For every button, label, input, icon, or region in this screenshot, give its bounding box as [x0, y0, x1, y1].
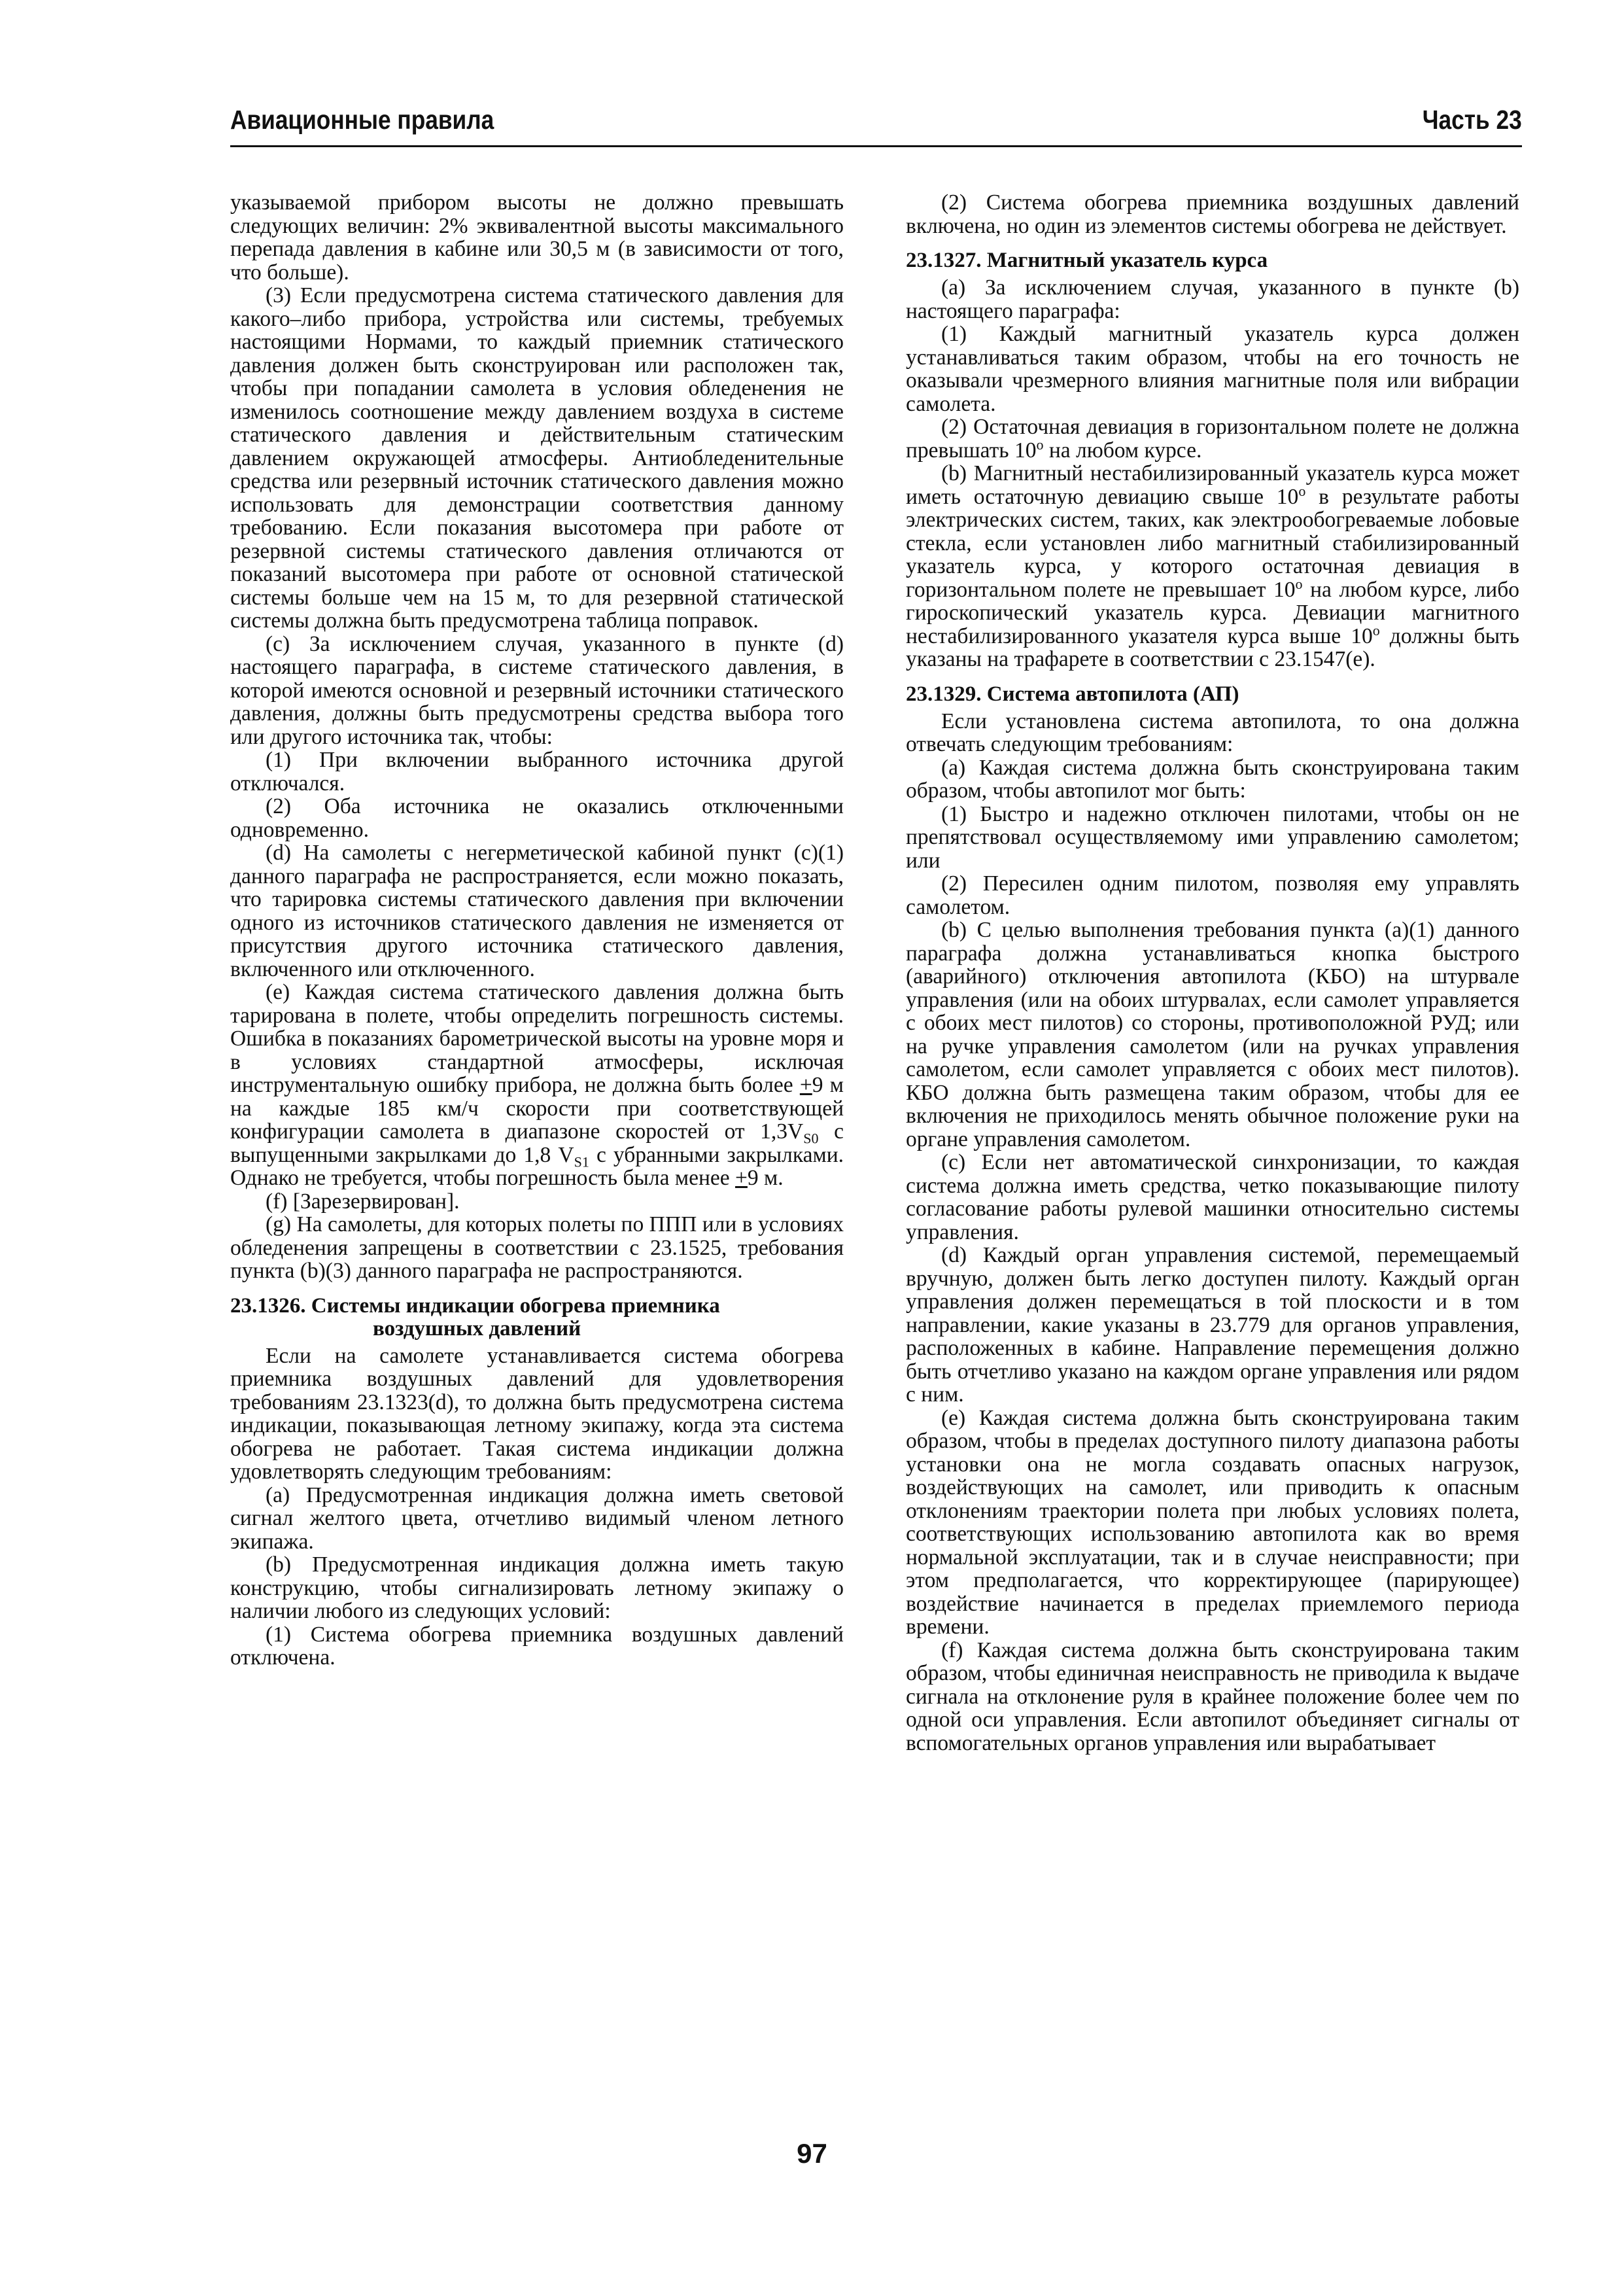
paragraph: (1) Каждый магнитный указатель курса должен устанавливаться таким образом, чтобы на его точность не оказывали чрезмерного влияния магнитные поля или вибрации самолета. — [906, 322, 1519, 416]
paragraph: (d) Каждый орган управления системой, перемещаемый вручную, должен быть легко доступен пилоту. Каждый орган управления должен перемещаться в той плоскости и в том направлении, какие указаны в 23.779 для органов управления, расположенных в кабине. Направление перемещения должно быть отчетливо указано на каждом органе управления или рядом с ним. — [906, 1243, 1519, 1407]
paragraph: (d) На самолеты с негерметической кабиной пункт (c)(1) данного параграфа не распространяется, если можно показать, что тарировка системы статического давления при включении одного из источников статического давления не изменяется от присутствия другого источника статического давления, включенного или отключенного. — [230, 841, 844, 981]
paragraph: Если на самолете устанавливается система обогрева приемника воздушных давлений для удовлетворения требованиям 23.1323(d), то должна быть предусмотрена система индикации, показывающая летному экипажу, когда эта система обогрева не работает. Такая система индикации должна удовлетворять следующим требованиям: — [230, 1343, 844, 1484]
paragraph: (c) За исключением случая, указанного в пункте (d) настоящего параграфа, в системе статического давления, в которой имеются основной и резервный источники статического давления, должны быть предусмотрены средства выбора того или другого источника так, чтобы: — [230, 631, 844, 749]
text-run: на любом курсе. — [1043, 438, 1202, 463]
paragraph: (a) Предусмотренная индикация должна иметь световой сигнал желтого цвета, отчетливо видимый членом летного экипажа. — [230, 1482, 844, 1554]
degree: o — [1036, 436, 1044, 453]
heading-line: воздушных давлений — [373, 1316, 581, 1340]
text-run: 9 м. — [747, 1166, 784, 1190]
left-column — [230, 191, 844, 1670]
paragraph: (1) Быстро и надежно отключен пилотами, чтобы он не препятствовал осуществляемому ими управлению самолетом; или — [906, 801, 1519, 873]
paragraph: (2) Пересилен одним пилотом, позволяя ему управлять самолетом. — [906, 871, 1519, 919]
text-run: (2) Остаточная девиация в горизонтальном полете не должна превышать 10 — [906, 415, 1519, 463]
right-column — [906, 191, 1519, 1755]
paragraph: (1) Система обогрева приемника воздушных давлений отключена. — [230, 1622, 844, 1670]
paragraph: (a) Каждая система должна быть сконструирована таким образом, чтобы автопилот мог быть: — [906, 755, 1519, 803]
header-title: Авиационные правила — [230, 105, 494, 135]
paragraph: (2) Оба источника не оказались отключенными одновременно. — [230, 794, 844, 842]
heading-line: 23.1326. Системы индикации обогрева приемника — [230, 1293, 720, 1318]
paragraph: Если установлена система автопилота, то она должна отвечать следующим требованиям: — [906, 709, 1519, 756]
page-number: 97 — [797, 2138, 827, 2169]
paragraph — [906, 462, 1519, 671]
paragraph: (g) На самолеты, для которых полеты по ППП или в условиях обледенения запрещены в соответствии с 23.1525, требования пункта (b)(3) данного параграфа не распространяются. — [230, 1212, 844, 1283]
header-part: Часть 23 — [1423, 105, 1522, 135]
plus-minus: + — [799, 1073, 812, 1097]
paragraph: (e) Каждая система должна быть сконструирована таким образом, чтобы в пределах доступного пилоту диапазона работы установки она не могла создавать опасных нагрузок, воздействующих на самолет, или приводить к опасным отклонениям траектории полета при любых условиях полета, соответствующих использованию автопилота как во время нормальной эксплуатации, так и в случае неисправности; при этом предполагается, что корректирующее (парирующее) воздействие начинается в пределах приемлемого периода времени. — [906, 1405, 1519, 1639]
text-run: (b) Магнитный нестабилизированный указатель курса может иметь остаточную девиацию свыше 10 — [906, 461, 1519, 509]
plus-minus: + — [735, 1166, 748, 1190]
paragraph: (2) Система обогрева приемника воздушных давлений включена, но один из элементов системы обогрева не действует. — [906, 190, 1519, 238]
paragraph: (c) Если нет автоматической синхронизации, то каждая система должна иметь средства, четко показывающие пилоту согласование работы рулевой машинки относительно системы управления. — [906, 1150, 1519, 1244]
text-run: 9 м на каждые 185 км/ч скорости при соответствующей конфигурации самолета в диапазоне скоростей от 1,3V — [230, 1073, 844, 1144]
subscript: S0 — [803, 1130, 819, 1147]
section-heading-1326 — [230, 1295, 844, 1340]
text-run: (e) Каждая система статического давления должна быть тарирована в полете, чтобы определить погрешность системы. Ошибка в показаниях барометрической высоты на уровне моря и в условиях стандартной атмосферы, исключая инструментальную ошибку прибора, не должна быть более — [230, 980, 844, 1097]
paragraph: (f) [Зарезервирован]. — [266, 1189, 460, 1214]
text-run: должны быть указаны на трафарете в соответствии с 23.1547(e). — [906, 623, 1519, 671]
paragraph — [230, 981, 844, 1190]
paragraph: (1) При включении выбранного источника другой отключался. — [230, 748, 844, 796]
subscript: S1 — [574, 1153, 589, 1170]
section-heading-1329: 23.1329. Система автопилота (АП) — [906, 682, 1239, 706]
text-run: с убранными закрылками. Однако не требуется, чтобы погрешность была менее — [230, 1142, 844, 1190]
text-run: с выпущенными закрылками до 1,8 V — [230, 1119, 844, 1167]
paragraph — [906, 415, 1519, 462]
paragraph: указываемой прибором высоты не должно превышать следующих величин: 2% эквивалентной высоты максимального перепада давления в кабине или 30,5 м (в зависимости от того, что больше). — [230, 190, 844, 285]
degree: o — [1372, 622, 1380, 639]
degree: o — [1295, 575, 1303, 592]
text-run: на любом курсе, либо гироскопический указатель курса. Девиации магнитного нестабилизированного указателя курса выше 10 — [906, 577, 1519, 648]
section-heading-1327: 23.1327. Магнитный указатель курса — [906, 249, 1268, 272]
running-header — [230, 103, 1522, 147]
text-run: в результате работы электрических систем, таких, как электрообогреваемые лобовые стекла, если установлен либо магнитный стабилизированный указатель курса, у которого остаточная девиация в горизонтальном полете не превышает 10 — [906, 484, 1519, 602]
paragraph: (b) С целью выполнения требования пункта (a)(1) данного параграфа должна устанавливаться кнопка быстрого (аварийного) отключения автопилота (КБО) на штурвале управления (или на обоих штурвалах, если самолет управляется с обоих мест пилотов) со стороны, противоположной РУД; или на ручке управления самолетом (или на ручках управления самолетом, если самолет управляется с обоих мест пилотов). КБО должна быть размещена таким образом, чтобы для ее включения не приходилось менять обычное положение руки на органе управления самолетом. — [906, 918, 1519, 1151]
paragraph: (a) За исключением случая, указанного в пункте (b) настоящего параграфа: — [906, 275, 1519, 323]
degree: o — [1298, 482, 1306, 499]
paragraph: (f) Каждая система должна быть сконструирована таким образом, чтобы единичная неисправность не приводила к выдаче сигнала на отклонение руля в крайнее положение более чем по одной оси управления. Если автопилот объединяет сигналы от вспомогательных органов управления или вырабатывает — [906, 1638, 1519, 1755]
paragraph: (b) Предусмотренная индикация должна иметь такую конструкцию, чтобы сигнализировать летному экипажу о наличии любого из следующих условий: — [230, 1552, 844, 1623]
paragraph: (3) Если предусмотрена система статического давления для какого–либо прибора, устройства или системы, требуемых настоящими Нормами, то каждый приемник статического давления должен быть сконструирован или расположен так, чтобы при попадании самолета в условия обледенения не изменилось соотношение между давлением воздуха в системе статического давления и действительным статическим давлением окружающей атмосферы. Антиобледенительные средства или резервный источник статического давления можно использовать для демонстрации соответствия данному требованию. Если показания высотомера при работе от резервной системы статического давления отличаются от показаний высотомера при работе от основной статической системы больше чем на 15 м, то для резервной статической системы должна быть предусмотрена таблица поправок. — [230, 283, 844, 633]
